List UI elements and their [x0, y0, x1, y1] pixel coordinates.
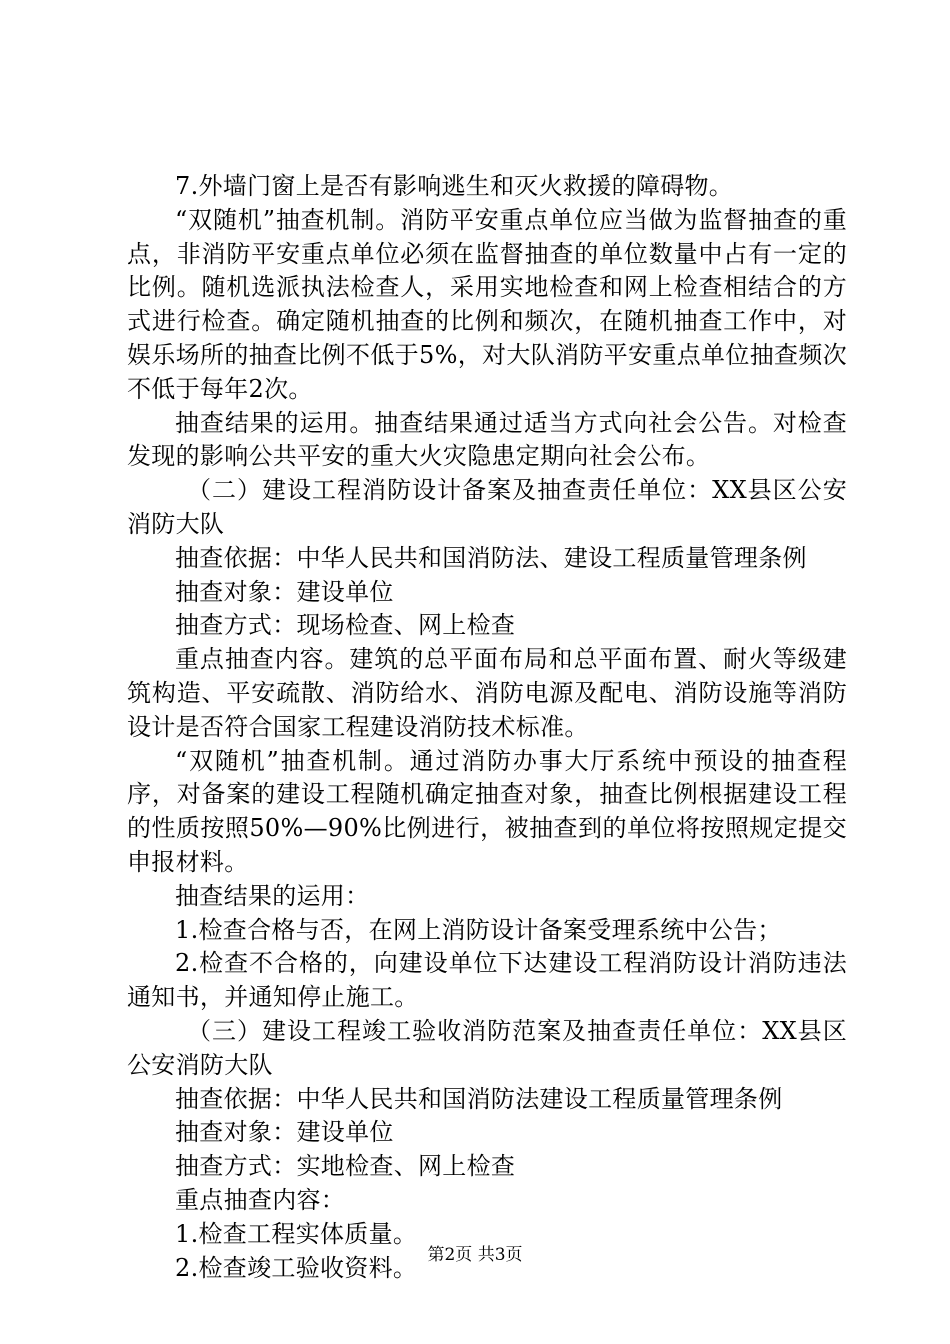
paragraph-key-content: 重点抽查内容。建筑的总平面布局和总平面布置、耐火等级建筑构造、平安疏散、消防给水、消防电源及配电、消防设施等消防设计是否符合国家工程建设消防技术标准。	[127, 645, 847, 741]
paragraph-result-usage: 抽查结果的运用。抽查结果通过适当方式向社会公告。对检查发现的影响公共平安的重大火灾隐患定期向社会公布。	[127, 408, 847, 471]
list-item: 1.检查合格与否，在网上消防设计备案受理系统中公告；	[175, 915, 782, 944]
paragraph-basis-2: 抽查依据：中华人民共和国消防法建设工程质量管理条例	[175, 1084, 783, 1113]
paragraph-key-content-2: 重点抽查内容：	[175, 1185, 346, 1214]
list-item: 1.检查工程实体质量。	[175, 1219, 418, 1248]
paragraph-item-7: 7.外墙门窗上是否有影响逃生和灭火救援的障碍物。	[175, 172, 734, 200]
paragraph-method-2: 抽查方式：实地检查、网上检查	[175, 1152, 516, 1181]
list-item: 2.检查不合格的，向建设单位下达建设工程消防设计消防违法通知书，并通知停止施工。	[127, 949, 847, 1012]
paragraph-result-usage-2: 抽查结果的运用：	[175, 881, 370, 910]
paragraph-double-random-mechanism: “双随机”抽查机制。消防平安重点单位应当做为监督抽查的重点，非消防平安重点单位必须在监督抽查的单位数量中占有一定的比例。随机选派执法检查人，采用实地检查和网上检查相结合的方式进行检查。确定随机抽查的比例和频次，在随机抽查工作中，对娱乐场所的抽查比例不低于5%，对大队消防平安重点单位抽查频次不低于每年2次。	[127, 205, 847, 403]
paragraph-target: 抽查对象：建设单位	[175, 577, 394, 606]
list-item: 2.检查竣工验收资料。	[175, 1253, 418, 1282]
paragraph-method: 抽查方式：现场检查、网上检查	[175, 611, 516, 640]
paragraph-target-2: 抽查对象：建设单位	[175, 1118, 394, 1147]
document-body	[127, 170, 847, 1285]
paragraph-double-random-mechanism-2: “双随机”抽查机制。通过消防办事大厅系统中预设的抽查程序，对备案的建设工程随机确定抽查对象，抽查比例根据建设工程的性质按照50%—90%比例进行，被抽查到的单位将按照规定提交申报材料。	[127, 746, 847, 876]
page-footer: 第2页 共3页	[427, 1245, 523, 1265]
section-heading-3: （三）建设工程竣工验收消防范案及抽查责任单位：XX县区公安消防大队	[127, 1016, 847, 1079]
section-heading-2: （二）建设工程消防设计备案及抽查责任单位：XX县区公安消防大队	[127, 476, 847, 538]
paragraph-basis: 抽查依据：中华人民共和国消防法、建设工程质量管理条例	[175, 543, 807, 572]
